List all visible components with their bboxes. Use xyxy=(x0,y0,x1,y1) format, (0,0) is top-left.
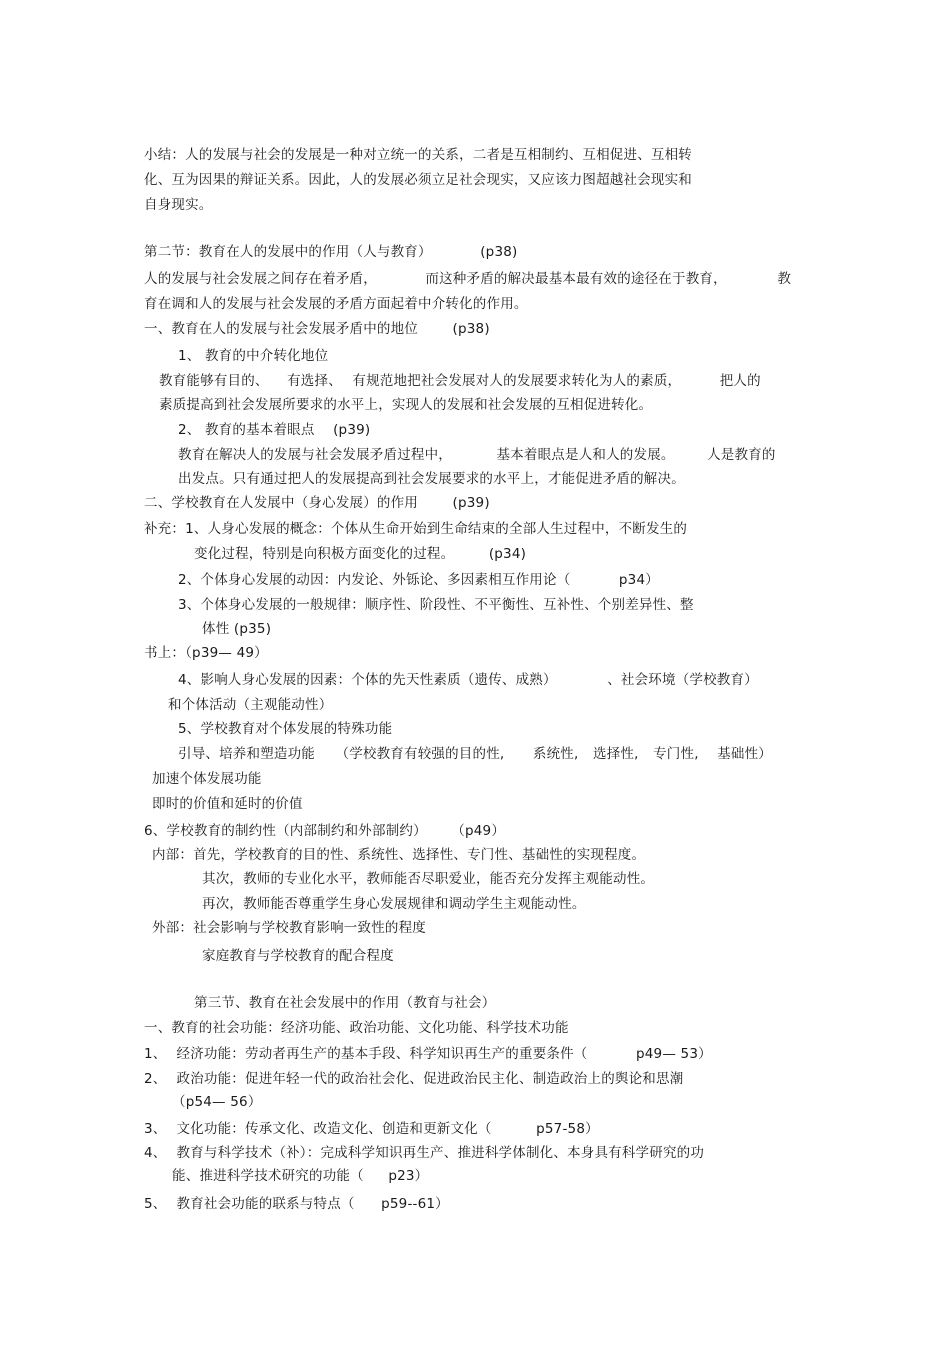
item-1-part-d: 把人的 xyxy=(719,373,761,389)
function-2 xyxy=(144,1070,683,1088)
part-2-heading-text: 二、学校教育在人发展中（身心发展）的作用 xyxy=(144,495,418,511)
part-1-heading xyxy=(144,320,490,338)
intro-part-c: 教 xyxy=(777,271,792,287)
item-5-part-f: 基础性） xyxy=(717,746,772,762)
summary-line-3: 自身现实。 xyxy=(144,197,213,213)
item-5-part-e: 专门性, xyxy=(653,746,699,762)
supplement-1-line-2 xyxy=(194,545,526,563)
internal-constraint-1: 内部：首先，学校教育的目的性、系统性、选择性、专门性、基础性的实现程度。 xyxy=(152,847,646,863)
supplement-1-page: (p34) xyxy=(488,546,527,562)
supplement-2-page: p34） xyxy=(618,572,659,588)
item-4-line-2: 和个体活动（主观能动性） xyxy=(168,697,333,713)
item-2-part-b: 基本着眼点是人和人的发展。 xyxy=(496,447,675,463)
part-1-heading-page: (p38) xyxy=(452,321,490,337)
external-constraint-1: 外部：社会影响与学校教育影响一致性的程度 xyxy=(152,920,426,936)
function-3-text: 文化功能：传承文化、改造文化、创造和更新文化（ xyxy=(176,1121,492,1137)
function-2-text: 政治功能：促进年轻一代的政治社会化、促进政治民主化、制造政治上的舆论和思潮 xyxy=(176,1071,684,1087)
function-4 xyxy=(144,1144,704,1162)
part-2-heading-page: (p39) xyxy=(452,495,490,511)
function-3-page: p57-58） xyxy=(536,1121,599,1137)
item-2-line-1 xyxy=(178,446,776,464)
intro-part-b: 而这种矛盾的解决最基本最有效的途径在于教育， xyxy=(425,271,727,287)
item-2-title xyxy=(178,421,370,439)
supplement-1-line-2-text: 变化过程，特别是向积极方面变化的过程。 xyxy=(194,546,455,562)
function-4-page: p23） xyxy=(388,1168,429,1184)
summary-line-1: 小结：人的发展与社会的发展是一种对立统一的关系，二者是互相制约、互相促进、互相转 xyxy=(144,147,692,163)
item-1-line-1 xyxy=(159,372,761,390)
part-2-heading xyxy=(144,494,490,512)
item-5-function-2: 加速个体发展功能 xyxy=(152,771,262,787)
internal-constraint-3: 再次，教师能否尊重学生身心发展规律和调动学生主观能动性。 xyxy=(202,896,586,912)
summary-line-2: 化、互为因果的辩证关系。因此，人的发展必须立足社会现实，又应该力图超越社会现实和 xyxy=(144,172,692,188)
item-1-line-2: 素质提高到社会发展所要求的水平上，实现人的发展和社会发展的互相促进转化。 xyxy=(159,397,653,413)
item-2-part-a: 教育在解决人的发展与社会发展矛盾过程中， xyxy=(178,447,452,463)
item-4-part-b: 、社会环境（学校教育） xyxy=(607,672,758,688)
item-6-title-text: 6、学校教育的制约性（内部制约和外部制约） xyxy=(144,823,427,839)
item-5-part-a: 引导、培养和塑造功能 xyxy=(178,746,315,762)
supplement-2-text: 2、个体身心发展的动因：内发论、外铄论、多因素相互作用论（ xyxy=(178,572,571,588)
item-5-function-1 xyxy=(178,745,772,763)
item-4-line-1 xyxy=(178,671,758,689)
item-2-title-text: 2、 教育的基本着眼点 xyxy=(178,422,315,438)
item-5-title: 5、学校教育对个体发展的特殊功能 xyxy=(178,721,393,737)
item-1-title: 1、 教育的中介转化地位 xyxy=(178,348,329,364)
item-2-part-c: 人是教育的 xyxy=(707,447,776,463)
item-5-part-d: 选择性, xyxy=(593,746,639,762)
function-5-text: 教育社会功能的联系与特点（ xyxy=(176,1196,355,1212)
function-4-number: 4、 xyxy=(144,1145,167,1161)
intro-part-a: 人的发展与社会发展之间存在着矛盾， xyxy=(144,271,377,287)
item-1-part-a: 教育能够有目的、 xyxy=(159,373,269,389)
function-1 xyxy=(144,1045,712,1063)
function-1-number: 1、 xyxy=(144,1046,167,1062)
function-2-number: 2、 xyxy=(144,1071,167,1087)
social-functions: 一、教育的社会功能：经济功能、政治功能、文化功能、科学技术功能 xyxy=(144,1020,569,1036)
item-4-part-a: 4、影响人身心发展的因素：个体的先天性素质（遗传、成熟） xyxy=(178,672,557,688)
supplement-1: 补充：1、人身心发展的概念：个体从生命开始到生命结束的全部人生过程中，不断发生的 xyxy=(144,521,688,537)
part-1-heading-text: 一、教育在人的发展与社会发展矛盾中的地位 xyxy=(144,321,418,337)
section-2-heading-page: (p38) xyxy=(480,244,518,260)
item-6-title xyxy=(144,822,505,840)
item-5-part-c: 系统性, xyxy=(532,746,579,762)
function-1-text: 经济功能：劳动者再生产的基本手段、科学知识再生产的重要条件（ xyxy=(176,1046,588,1062)
item-5-part-b: （学校教育有较强的目的性, xyxy=(335,746,505,762)
section-2-intro-line-1 xyxy=(144,270,791,288)
function-3-number: 3、 xyxy=(144,1121,167,1137)
section-2-heading xyxy=(144,243,517,261)
item-6-title-page: （p49） xyxy=(451,823,506,839)
function-5-number: 5、 xyxy=(144,1196,167,1212)
function-4-line-2-text: 能、推进科学技术研究的功能（ xyxy=(172,1168,364,1184)
item-2-line-2: 出发点。只有通过把人的发展提高到社会发展要求的水平上，才能促进矛盾的解决。 xyxy=(178,471,685,487)
supplement-3-line-2: 体性 (p35) xyxy=(202,621,272,637)
function-5-page: p59--61） xyxy=(381,1196,449,1212)
external-constraint-2: 家庭教育与学校教育的配合程度 xyxy=(202,948,394,964)
supplement-2 xyxy=(178,571,659,589)
section-3-heading: 第三节、教育在社会发展中的作用（教育与社会） xyxy=(194,995,496,1011)
function-5 xyxy=(144,1195,449,1213)
item-1-part-b: 有选择、 xyxy=(287,373,342,389)
internal-constraint-2: 其次，教师的专业化水平，教师能否尽职爱业，能否充分发挥主观能动性。 xyxy=(202,871,655,887)
item-1-part-c: 有规范地把社会发展对人的发展要求转化为人的素质， xyxy=(352,373,682,389)
function-3 xyxy=(144,1120,599,1138)
section-2-intro-line-2: 育在调和人的发展与社会发展的矛盾方面起着中介转化的作用。 xyxy=(144,296,528,312)
item-5-value: 即时的价值和延时的价值 xyxy=(152,796,303,812)
item-2-title-page: (p39) xyxy=(333,422,371,438)
function-4-text: 教育与科学技术（补）：完成科学知识再生产、推进科学体制化、本身具有科学研究的功 xyxy=(176,1145,705,1161)
book-reference: 书上：（p39— 49） xyxy=(144,645,268,661)
function-1-page: p49— 53） xyxy=(636,1046,712,1062)
supplement-3: 3、个体身心发展的一般规律：顺序性、阶段性、不平衡性、互补性、个别差异性、整 xyxy=(178,597,694,613)
section-2-heading-text: 第二节：教育在人的发展中的作用（人与教育） xyxy=(144,244,432,260)
function-2-page: （p54— 56） xyxy=(172,1094,262,1110)
function-4-line-2 xyxy=(172,1167,428,1185)
